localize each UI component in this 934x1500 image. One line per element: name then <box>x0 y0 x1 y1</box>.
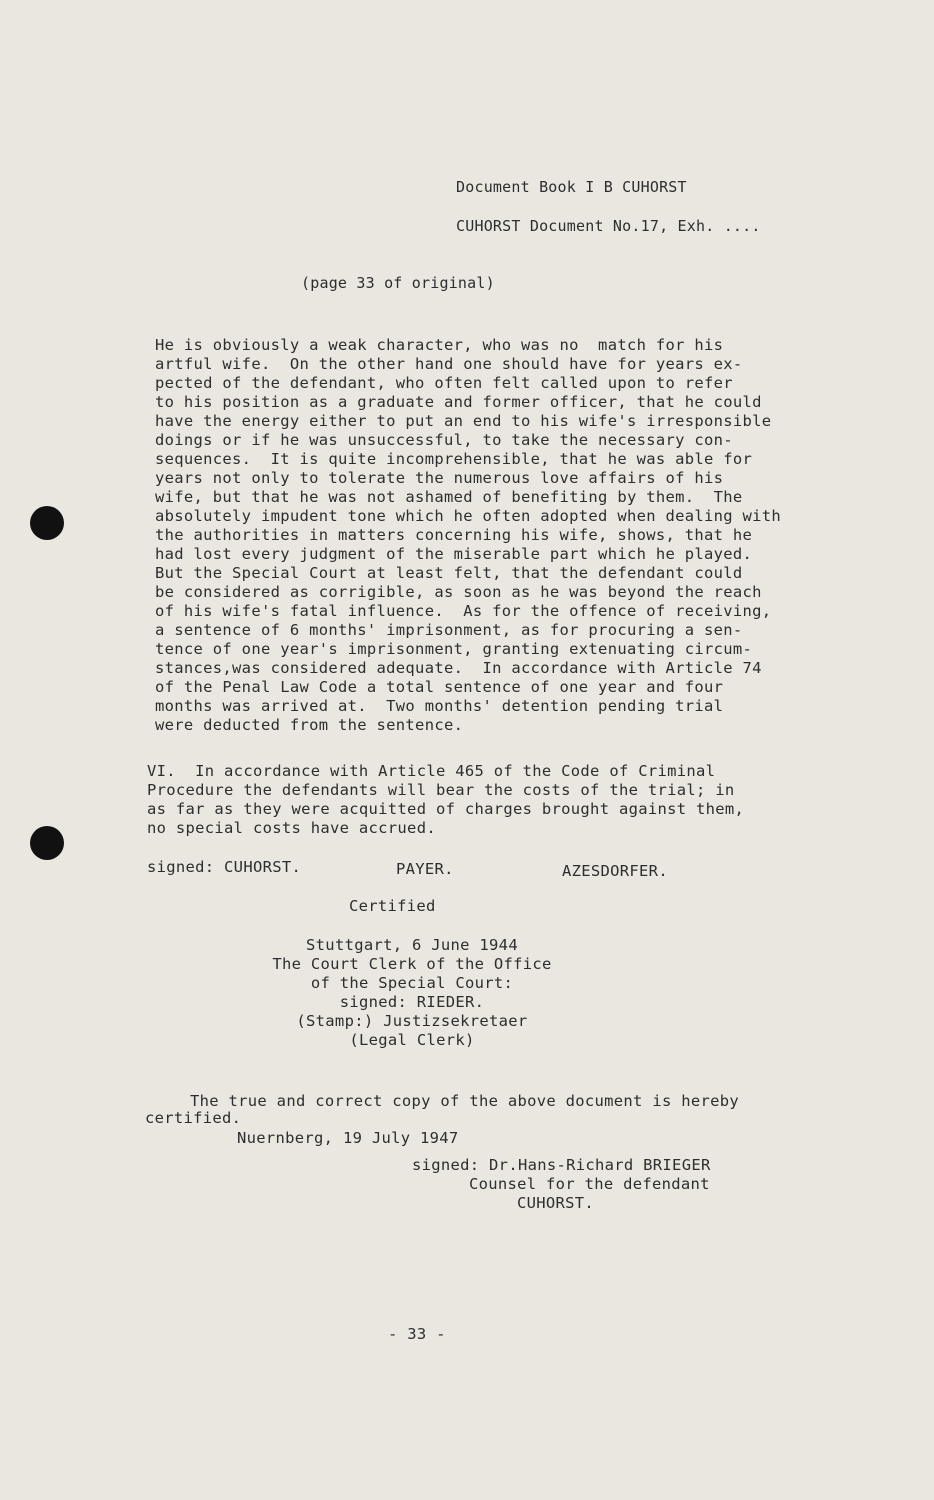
text-line: tence of one year's imprisonment, granting extenuating circum- <box>155 640 753 658</box>
cert-line: of the Special Court: <box>310 974 514 992</box>
text-line: stances,was considered adequate. In accordance with Article 74 <box>155 659 762 677</box>
certification-block <box>262 936 562 1050</box>
text-line: But the Special Court at least felt, that the defendant could <box>155 564 743 582</box>
signature-azesdorfer: AZESDORFER. <box>562 862 668 880</box>
text-line: years not only to tolerate the numerous love affairs of his <box>155 469 724 487</box>
page-reference: (page 33 of original) <box>301 274 495 292</box>
counsel-role: Counsel for the defendant <box>469 1175 710 1193</box>
text-line: wife, but that he was not ashamed of benefiting by them. The <box>155 488 743 506</box>
true-copy-statement-end: certified. <box>145 1109 242 1127</box>
cert-line: (Legal Clerk) <box>349 1031 475 1049</box>
text-line: He is obviously a weak character, who was no match for his <box>155 336 724 354</box>
text-line: the authorities in matters concerning his wife, shows, that he <box>155 526 753 544</box>
certified-label: Certified <box>349 897 436 915</box>
true-copy-statement: The true and correct copy of the above document is hereby <box>190 1092 740 1110</box>
text-line: absolutely impudent tone which he often adopted when dealing with <box>155 507 782 525</box>
counsel-signature: signed: Dr.Hans-Richard BRIEGER <box>412 1156 711 1174</box>
cert-line: (Stamp:) Justizsekretaer <box>296 1012 528 1030</box>
signature-cuhorst: signed: CUHORST. <box>147 858 302 876</box>
text-line: doings or if he was unsuccessful, to take the necessary con- <box>155 431 733 449</box>
document-book-header: Document Book I B CUHORST <box>456 178 687 196</box>
text-line: sequences. It is quite incomprehensible, that he was able for <box>155 450 753 468</box>
cert-line: signed: RIEDER. <box>339 993 485 1011</box>
text-line: pected of the defendant, who often felt called upon to refer <box>155 374 733 392</box>
punch-hole <box>30 826 64 860</box>
cert-line: The Court Clerk of the Office <box>272 955 552 973</box>
text-line: to his position as a graduate and former officer, that he could <box>155 393 762 411</box>
text-line: a sentence of 6 months' imprisonment, as for procuring a sen- <box>155 621 743 639</box>
text-line: were deducted from the sentence. <box>155 716 464 734</box>
text-line: of the Penal Law Code a total sentence of one year and four <box>155 678 724 696</box>
text-line: of his wife's fatal influence. As for the offence of receiving, <box>155 602 772 620</box>
text-line: be considered as corrigible, as soon as he was beyond the reach <box>155 583 762 601</box>
text-line: VI. In accordance with Article 465 of the Code of Criminal <box>147 762 716 780</box>
paragraph-2 <box>147 762 744 838</box>
text-line: artful wife. On the other hand one should have for years ex- <box>155 355 743 373</box>
punch-hole <box>30 506 64 540</box>
text-line: as far as they were acquitted of charges brought against them, <box>147 800 745 818</box>
signature-payer: PAYER. <box>396 860 454 878</box>
cert-line: Stuttgart, 6 June 1944 <box>306 936 518 954</box>
text-line: months was arrived at. Two months' detention pending trial <box>155 697 724 715</box>
text-line: had lost every judgment of the miserable part which he played. <box>155 545 753 563</box>
page-number: - 33 - <box>388 1325 446 1343</box>
text-line: no special costs have accrued. <box>147 819 436 837</box>
text-line: Procedure the defendants will bear the costs of the trial; in <box>147 781 735 799</box>
text-line: have the energy either to put an end to his wife's irresponsible <box>155 412 772 430</box>
defendant-name: CUHORST. <box>517 1194 595 1212</box>
place-date: Nuernberg, 19 July 1947 <box>237 1129 459 1147</box>
document-number-header: CUHORST Document No.17, Exh. .... <box>456 217 761 235</box>
paragraph-1 <box>155 336 781 735</box>
